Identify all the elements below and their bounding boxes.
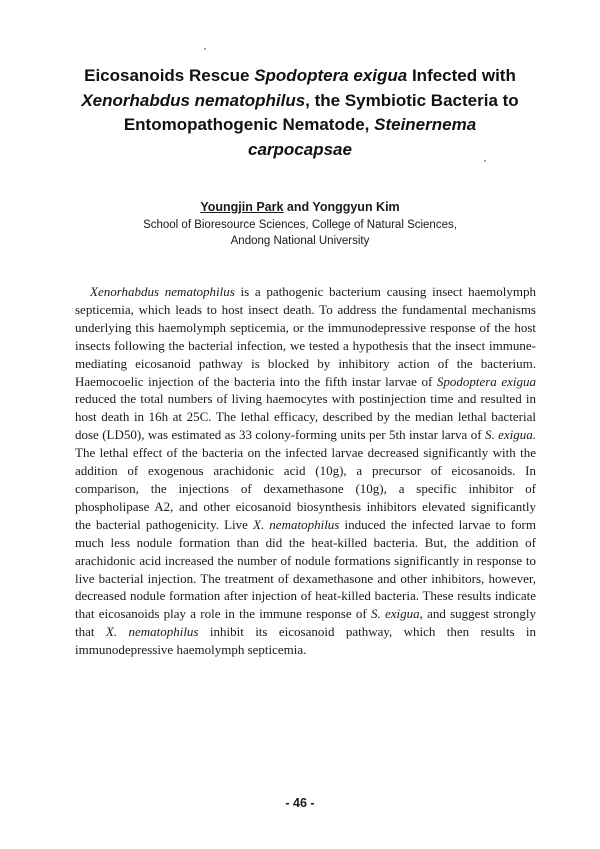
species-name: X. nematophilus [105,624,199,640]
abstract-text: is a pathogenic bacterium causing insect haemolymph septicemia, which leads to host insect death. To address the fundamental mechanisms underlying this haemolymph septicemia, or the immunodepressive response of the host insects following the bacterial infection, we tested a hypothesis that the insect immune-mediating eicosanoid pathway is blocked by inhibitory action of the bacterium. Haemocoelic injection of the bacteria into the fifth instar larvae of [75,284,537,389]
abstract-text: The lethal effect of the bacteria on the infected larvae decreased significantly with the addition of exogenous arachidonic acid (10g), a precursor of eicosanoids. In comparison, the injections of dexamethasone (10g), a specific inhibitor of phospholipase A2, and other eicosanoid biosynthesis inhibitors elevated significantly the bacterial pathogenicity. Live [75,445,536,532]
species-name: Spodoptera exigua [436,373,536,389]
title-part: Eicosanoids Rescue [84,66,255,85]
species-name: S. exigua [370,606,420,622]
species-name: X. nematophilus [253,516,340,532]
abstract-body [75,283,536,659]
title-species: Spodoptera exigua [254,66,408,85]
affiliation-line: School of Bioresource Sciences, College of Natural Sciences, [143,219,457,231]
abstract-text: reduced the total numbers of living haemocytes with postinjection time and resulted in host death in 16h at 25C. The lethal efficacy, described by the median lethal bacterial dose (LD50), was estimated as 33 colony-forming units per 5th instar larva of [75,391,536,443]
scan-speck [204,48,206,50]
page-number: - 46 - [285,796,315,810]
affiliation-line: Andong National University [230,235,370,247]
abstract-text: , and suggest strongly that [75,606,536,640]
affiliation [60,217,540,249]
author-name: Youngjin Park [200,200,284,214]
author-connector: and [283,200,313,214]
species-name: S. exigua. [484,427,536,443]
abstract-text: induced the infected larvae to form much less nodule formation than did the heat-killed bacteria. But, the addition of arachidonic acid increased the number of nodule formations significantly in response to live bacterial injection. The treatment of dexamethasone and other inhibitors, however, decreased nodule formation after injection of heat-killed bacteria. These results indicate that eicosanoids play a role in the immune response of [75,516,536,622]
paper-title [70,64,530,162]
authors-line [60,200,540,214]
title-species: Steinernema carpocapsae [248,115,477,159]
title-part: Infected with [407,66,516,85]
author-name: Yonggyun Kim [312,200,400,214]
species-name: Xenorhabdus nematophilus [90,284,235,299]
abstract-text: inhibit its eicosanoid pathway, which then results in immunodepressive haemolymph septicemia. [75,624,536,658]
title-part: , the Symbiotic Bacteria to Entomopathogenic Nematode, [123,90,519,134]
title-species: Xenorhabdus nematophilus [81,90,306,110]
